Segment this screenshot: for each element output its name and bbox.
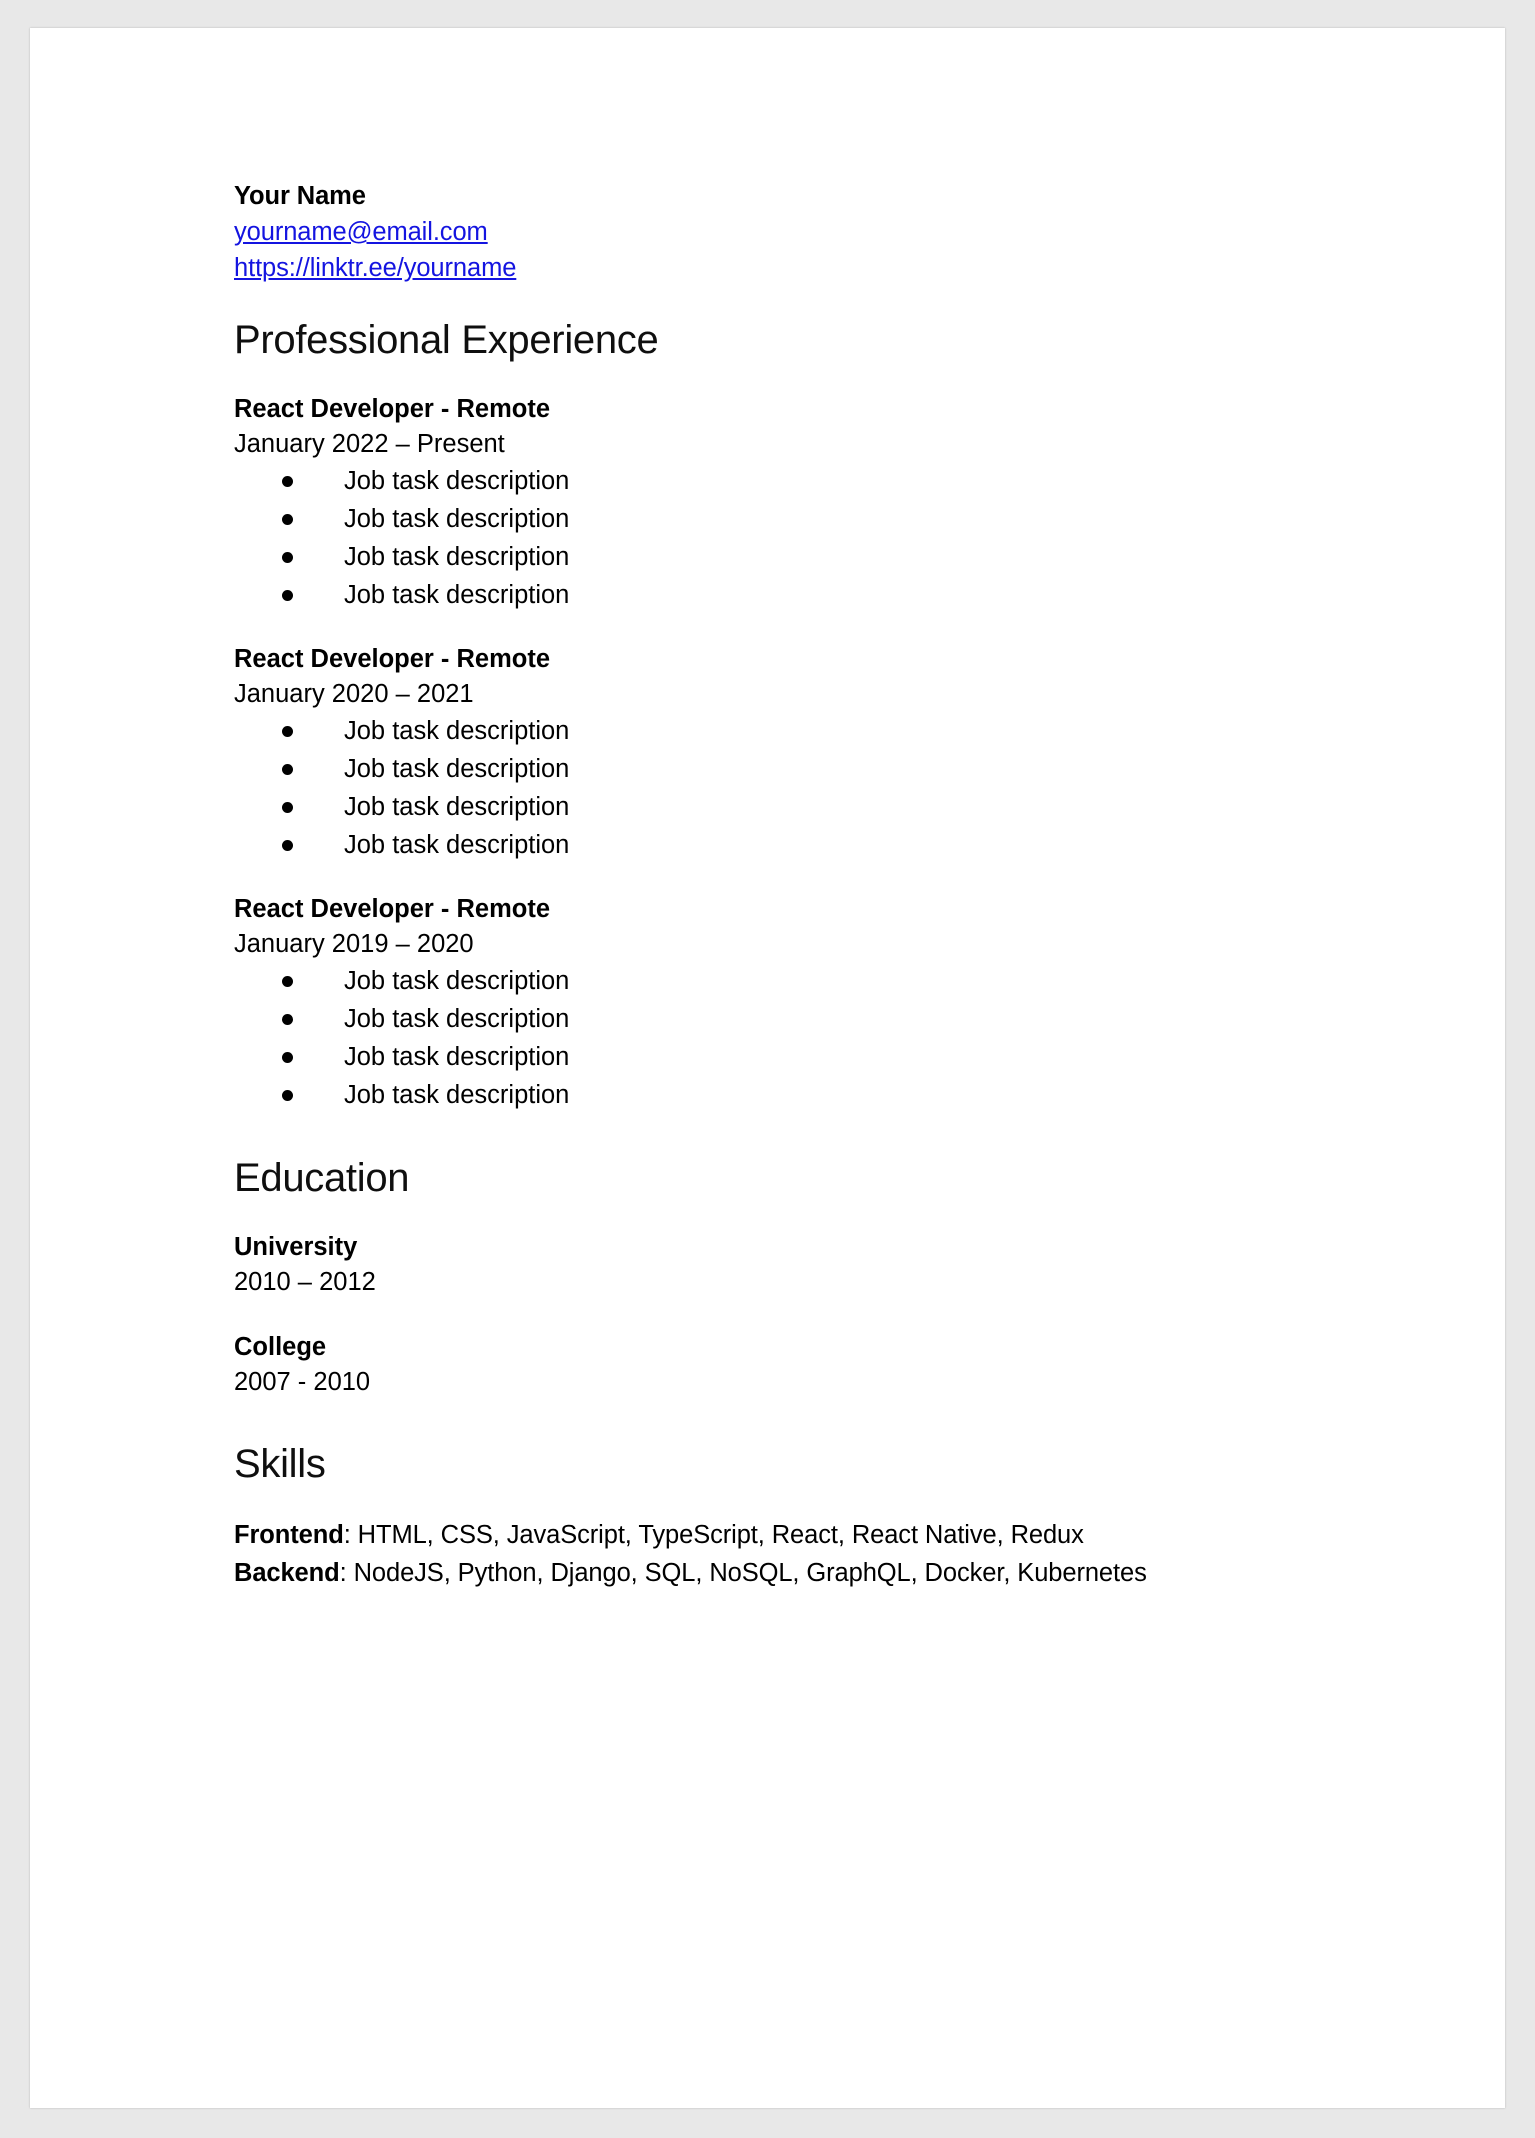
job-task-label: Job task description	[344, 467, 570, 495]
job-task-label: Job task description	[344, 543, 570, 571]
education-entry	[234, 1330, 1505, 1400]
skills-separator: :	[339, 1559, 354, 1587]
job-dates: January 2019 – 2020	[234, 930, 474, 958]
bullet-icon	[282, 552, 293, 563]
skills-value: HTML, CSS, JavaScript, TypeScript, React, React Native, Redux	[357, 1521, 1084, 1549]
job-task-item	[282, 1000, 1505, 1038]
education-entry	[234, 1230, 1505, 1300]
bullet-icon	[282, 840, 293, 851]
job-task-label: Job task description	[344, 1081, 570, 1109]
job-task-label: Job task description	[344, 793, 570, 821]
skills-row-frontend	[234, 1516, 1505, 1554]
experience-entry	[234, 642, 1505, 864]
job-task-item	[282, 962, 1505, 1000]
job-task-label: Job task description	[344, 967, 570, 995]
job-task-item	[282, 826, 1505, 864]
bullet-icon	[282, 1090, 293, 1101]
email-line	[234, 214, 1505, 250]
skills-separator: :	[343, 1521, 358, 1549]
job-task-list	[234, 462, 1505, 614]
job-task-list	[234, 712, 1505, 864]
experience-section	[234, 392, 1505, 1114]
job-task-label: Job task description	[344, 717, 570, 745]
experience-entry	[234, 392, 1505, 614]
education-dates: 2007 - 2010	[234, 1368, 371, 1396]
bullet-icon	[282, 764, 293, 775]
job-task-label: Job task description	[344, 505, 570, 533]
skills-category-label: Frontend	[234, 1521, 344, 1549]
skills-section	[234, 1516, 1505, 1592]
job-title: React Developer - Remote	[234, 395, 551, 423]
job-task-label: Job task description	[344, 831, 570, 859]
job-task-item	[282, 462, 1505, 500]
resume-header	[234, 178, 1505, 286]
job-task-label: Job task description	[344, 1043, 570, 1071]
section-heading-experience: Professional Experience	[234, 318, 659, 362]
job-title: React Developer - Remote	[234, 645, 551, 673]
job-title: React Developer - Remote	[234, 895, 551, 923]
bullet-icon	[282, 726, 293, 737]
job-task-label: Job task description	[344, 581, 570, 609]
education-institution: College	[234, 1333, 327, 1361]
skills-row-backend	[234, 1554, 1505, 1592]
email-link[interactable]: yourname@email.com	[234, 218, 488, 246]
bullet-icon	[282, 1014, 293, 1025]
job-task-item	[282, 538, 1505, 576]
job-task-item	[282, 500, 1505, 538]
bullet-icon	[282, 514, 293, 525]
document-page	[30, 28, 1505, 2108]
website-line	[234, 250, 1505, 286]
job-task-label: Job task description	[344, 755, 570, 783]
job-task-item	[282, 788, 1505, 826]
candidate-name: Your Name	[234, 182, 366, 210]
job-task-item	[282, 1076, 1505, 1114]
job-dates: January 2020 – 2021	[234, 680, 474, 708]
job-dates: January 2022 – Present	[234, 430, 505, 458]
education-institution: University	[234, 1233, 358, 1261]
job-task-item	[282, 576, 1505, 614]
bullet-icon	[282, 590, 293, 601]
job-task-list	[234, 962, 1505, 1114]
bullet-icon	[282, 1052, 293, 1063]
skills-value: NodeJS, Python, Django, SQL, NoSQL, GraphQL, Docker, Kubernetes	[353, 1559, 1147, 1587]
website-link[interactable]: https://linktr.ee/yourname	[234, 254, 517, 282]
education-dates: 2010 – 2012	[234, 1268, 376, 1296]
job-task-item	[282, 1038, 1505, 1076]
bullet-icon	[282, 976, 293, 987]
experience-entry	[234, 892, 1505, 1114]
skills-category-label: Backend	[234, 1559, 340, 1587]
job-task-item	[282, 712, 1505, 750]
job-task-label: Job task description	[344, 1005, 570, 1033]
section-heading-skills: Skills	[234, 1442, 326, 1486]
education-section	[234, 1230, 1505, 1400]
section-heading-education: Education	[234, 1156, 410, 1200]
bullet-icon	[282, 802, 293, 813]
job-task-item	[282, 750, 1505, 788]
bullet-icon	[282, 476, 293, 487]
